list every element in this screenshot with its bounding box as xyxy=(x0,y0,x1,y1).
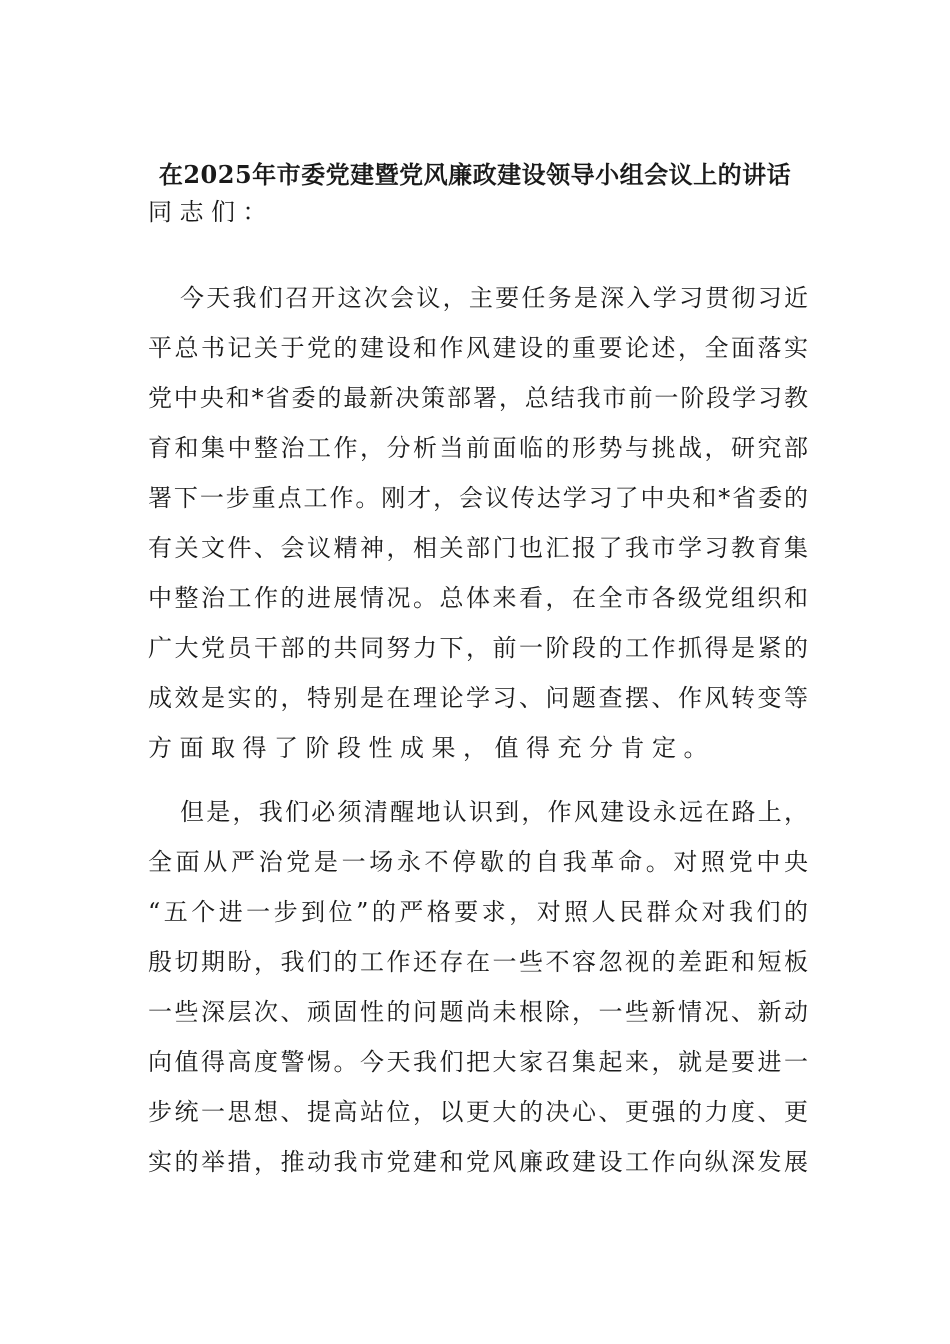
paragraph-1-line: 平总书记关于党的建设和作风建设的重要论述，全面落实 xyxy=(148,334,808,362)
paragraph-2-line: 实的举措，推动我市党建和党风廉政建设工作向纵深发展 xyxy=(148,1148,808,1176)
paragraph-1-line: 有关文件、会议精神，相关部门也汇报了我市学习教育集 xyxy=(148,534,808,562)
paragraph-2-line: 殷切期盼，我们的工作还存在一些不容忽视的差距和短板 xyxy=(148,948,808,976)
paragraph-2-line: 全面从严治党是一场永不停歇的自我革命。对照党中央 xyxy=(148,848,808,876)
paragraph-1-line: 广大党员干部的共同努力下，前一阶段的工作抓得是紧的 xyxy=(148,634,808,662)
paragraph-2-line: 一些深层次、顽固性的问题尚未根除，一些新情况、新动 xyxy=(148,998,808,1026)
paragraph-2-line: 步统一思想、提高站位，以更大的决心、更强的力度、更 xyxy=(148,1098,808,1126)
paragraph-1-line: 署下一步重点工作。刚才，会议传达学习了中央和*省委的 xyxy=(148,484,808,512)
paragraph-1-line: 成效是实的，特别是在理论学习、问题查摆、作风转变等 xyxy=(148,684,808,712)
document-title: 在2025年市委党建暨党风廉政建设领导小组会议上的讲话 xyxy=(158,160,792,189)
paragraph-1-line: 今天我们召开这次会议，主要任务是深入学习贯彻习近 xyxy=(180,284,808,312)
salutation: 同志们： xyxy=(148,198,274,226)
paragraph-2-line: “五个进一步到位”的严格要求，对照人民群众对我们的 xyxy=(148,898,808,926)
paragraph-1-line: 育和集中整治工作，分析当前面临的形势与挑战，研究部 xyxy=(148,434,808,462)
paragraph-2-line: 向值得高度警惕。今天我们把大家召集起来，就是要进一 xyxy=(148,1048,808,1076)
paragraph-1-line: 中整治工作的进展情况。总体来看，在全市各级党组织和 xyxy=(148,584,808,612)
paragraph-1-line: 方面取得了阶段性成果，值得充分肯定。 xyxy=(148,734,715,762)
paragraph-2-line: 但是，我们必须清醒地认识到，作风建设永远在路上， xyxy=(180,798,808,826)
paragraph-1-line: 党中央和*省委的最新决策部署，总结我市前一阶段学习教 xyxy=(148,384,808,412)
